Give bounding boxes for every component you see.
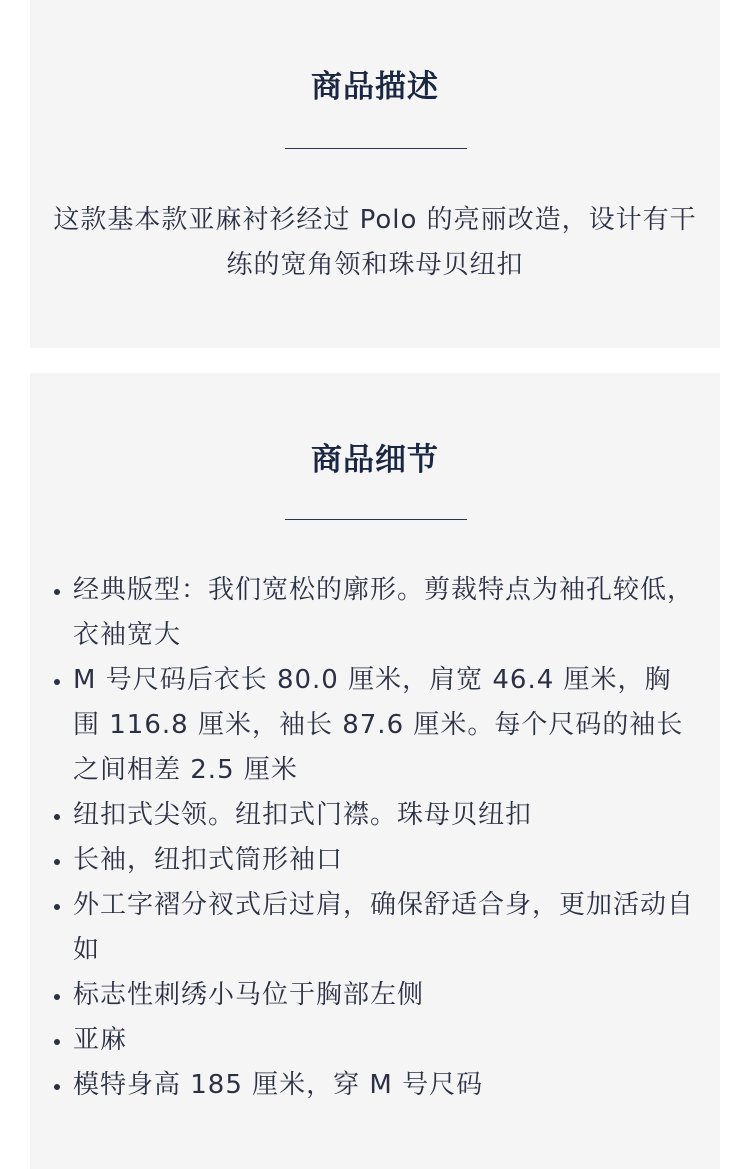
list-item: • 亚麻 <box>73 1018 698 1063</box>
list-item: • 纽扣式尖领。纽扣式门襟。珠母贝纽扣 <box>73 793 698 838</box>
list-item: • 长袖，纽扣式筒形袖口 <box>73 838 698 883</box>
list-item: • 经典版型：我们宽松的廓形。剪裁特点为袖孔较低，衣袖宽大 <box>73 568 698 658</box>
list-item: • 标志性刺绣小马位于胸部左侧 <box>73 973 698 1018</box>
description-divider <box>285 148 467 149</box>
list-item: • 外工字褶分衩式后过肩，确保舒适合身，更加活动自如 <box>73 883 698 973</box>
list-item: • 模特身高 185 厘米，穿 M 号尺码 <box>73 1063 698 1108</box>
description-text: 这款基本款亚麻衬衫经过 Polo 的亮丽改造，设计有干练的宽角领和珠母贝纽扣 <box>53 205 697 280</box>
details-divider <box>285 519 467 520</box>
details-title: 商品细节 <box>311 442 439 478</box>
description-card <box>30 0 720 348</box>
details-card <box>30 373 720 1169</box>
list-item: • M 号尺码后衣长 80.0 厘米，肩宽 46.4 厘米，胸围 116.8 厘米，袖长 87.6 厘米。每个尺码的袖长之间相差 2.5 厘米 <box>73 658 698 793</box>
details-list <box>48 568 698 1108</box>
description-title: 商品描述 <box>311 69 439 105</box>
